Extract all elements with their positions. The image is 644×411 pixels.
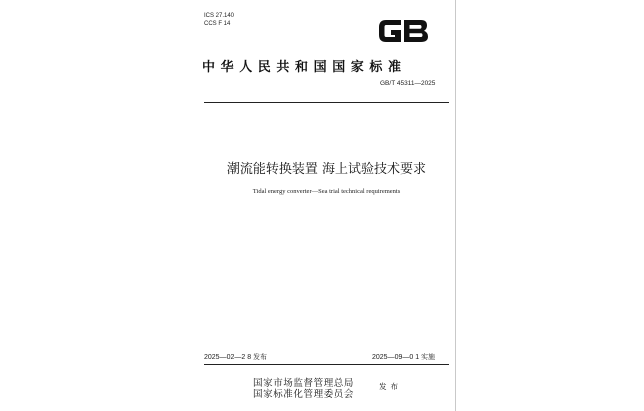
issuer-sac: 国家标准化管理委员会 [253, 389, 355, 400]
standard-number: GB/T 45311—2025 [380, 80, 436, 87]
issue-action-label: 发布 [379, 382, 402, 391]
implementation-date: 2025—09—0 1 实施 [372, 354, 436, 361]
footer-divider [204, 364, 449, 365]
issue-date: 2025—02—2 8 发布 [204, 354, 268, 361]
document-title-english: Tidal energy converter—Sea trial technical requirements [252, 188, 401, 195]
gb-logo-icon [374, 14, 432, 48]
issuer-samr: 国家市场监督管理总局 [253, 378, 355, 389]
ics-code: ICS 27.140 [204, 13, 235, 19]
national-standard-heading: 中华人民共和国国家标准 [202, 60, 407, 75]
document-title-chinese: 潮流能转换装置 海上试验技术要求 [226, 162, 427, 177]
header-divider [204, 102, 449, 103]
issuing-authorities [253, 375, 413, 399]
ccs-code: CCS F 14 [204, 21, 231, 27]
